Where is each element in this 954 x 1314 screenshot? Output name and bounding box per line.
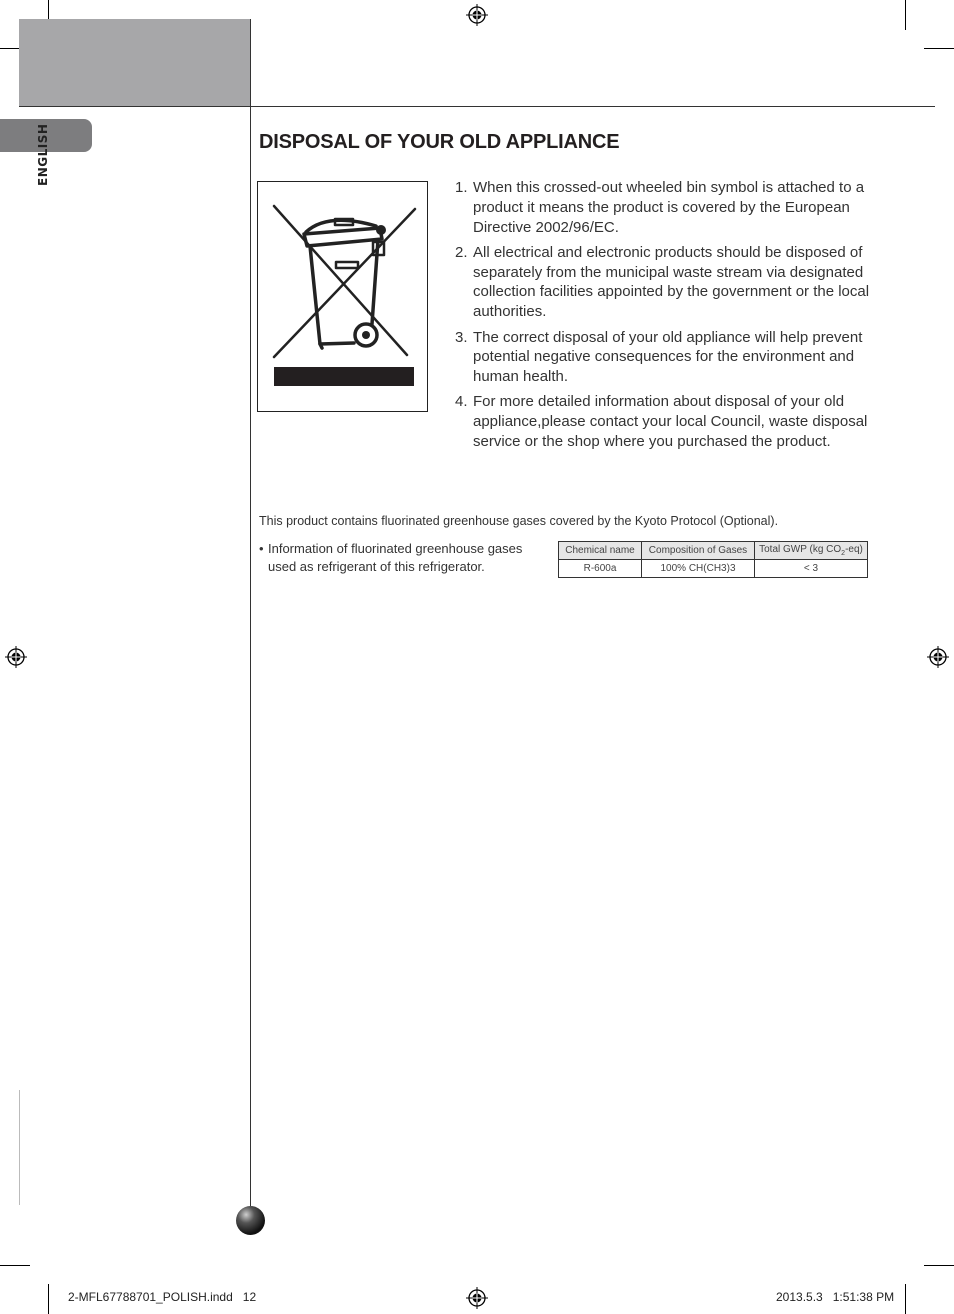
crop-mark <box>48 1284 49 1314</box>
crop-mark <box>924 1265 954 1266</box>
table-cell: R-600a <box>559 560 642 578</box>
column-header: Composition of Gases <box>642 542 755 560</box>
footer-timestamp: 2013.5.3 1:51:38 PM <box>776 1290 895 1304</box>
header-divider <box>19 106 935 107</box>
refrigerant-info-text: Information of fluorinated greenhouse gases used as refrigerant of this refrigerator. <box>268 541 523 574</box>
list-item-text: When this crossed-out wheeled bin symbol is attached to a product it means the product is covered by the European Directive 2002/96/EC. <box>473 179 865 236</box>
gwp-header-subscript: 2 <box>841 550 846 557</box>
crop-mark <box>924 48 954 49</box>
table-cell: 100% CH(CH3)3 <box>642 560 755 578</box>
table-header-row <box>559 542 868 560</box>
list-item-number: 4. <box>455 393 468 411</box>
registration-mark-icon <box>5 646 27 668</box>
page-marker <box>236 1206 265 1235</box>
registration-mark-icon <box>466 4 488 26</box>
crop-mark <box>905 1284 906 1314</box>
list-item-text: For more detailed information about disposal of your old appliance,please contact your local Council, waste disposal service or the shop where you purchased the product. <box>473 393 868 451</box>
registration-mark-icon <box>927 646 949 668</box>
sidebar-divider <box>250 19 251 1229</box>
list-item <box>455 243 875 322</box>
crop-mark <box>0 1265 30 1266</box>
crop-mark <box>905 0 906 30</box>
table-row <box>559 560 868 578</box>
header-block <box>19 19 251 106</box>
column-header <box>755 542 868 560</box>
footer-file-name: 2-MFL67788701_POLISH.indd 12 <box>68 1290 257 1304</box>
refrigerant-table <box>558 541 868 578</box>
list-item <box>455 178 875 237</box>
list-item-text: The correct disposal of your old appliance will help prevent potential negative consequences for the environment and human health. <box>473 328 863 386</box>
refrigerant-info <box>259 540 549 575</box>
section-title: DISPOSAL OF YOUR OLD APPLIANCE <box>259 131 620 153</box>
gwp-header-suffix: -eq) <box>845 544 863 555</box>
disposal-instructions-list <box>455 178 875 457</box>
list-item-number: 3. <box>455 328 468 346</box>
language-label: ENGLISH <box>36 123 50 186</box>
registration-mark-icon <box>466 1287 488 1309</box>
column-header: Chemical name <box>559 542 642 560</box>
list-item <box>455 392 875 451</box>
gwp-header-text: Total GWP (kg CO <box>759 544 842 555</box>
crossed-out-wheeled-bin-icon <box>258 182 426 410</box>
bullet: • <box>259 541 264 556</box>
list-item-text: All electrical and electronic products should be disposed of separately from the municipal waste stream via designated collection facilities appointed by the government or the local authorities. <box>473 243 870 321</box>
list-item-number: 2. <box>455 243 468 261</box>
list-item <box>455 328 875 387</box>
table-cell: < 3 <box>755 560 868 578</box>
margin-divider <box>19 1090 20 1205</box>
kyoto-protocol-note: This product contains fluorinated greenhouse gases covered by the Kyoto Protocol (Optional). <box>259 514 779 528</box>
weee-symbol-box <box>257 181 428 412</box>
list-item-number: 1. <box>455 179 468 196</box>
